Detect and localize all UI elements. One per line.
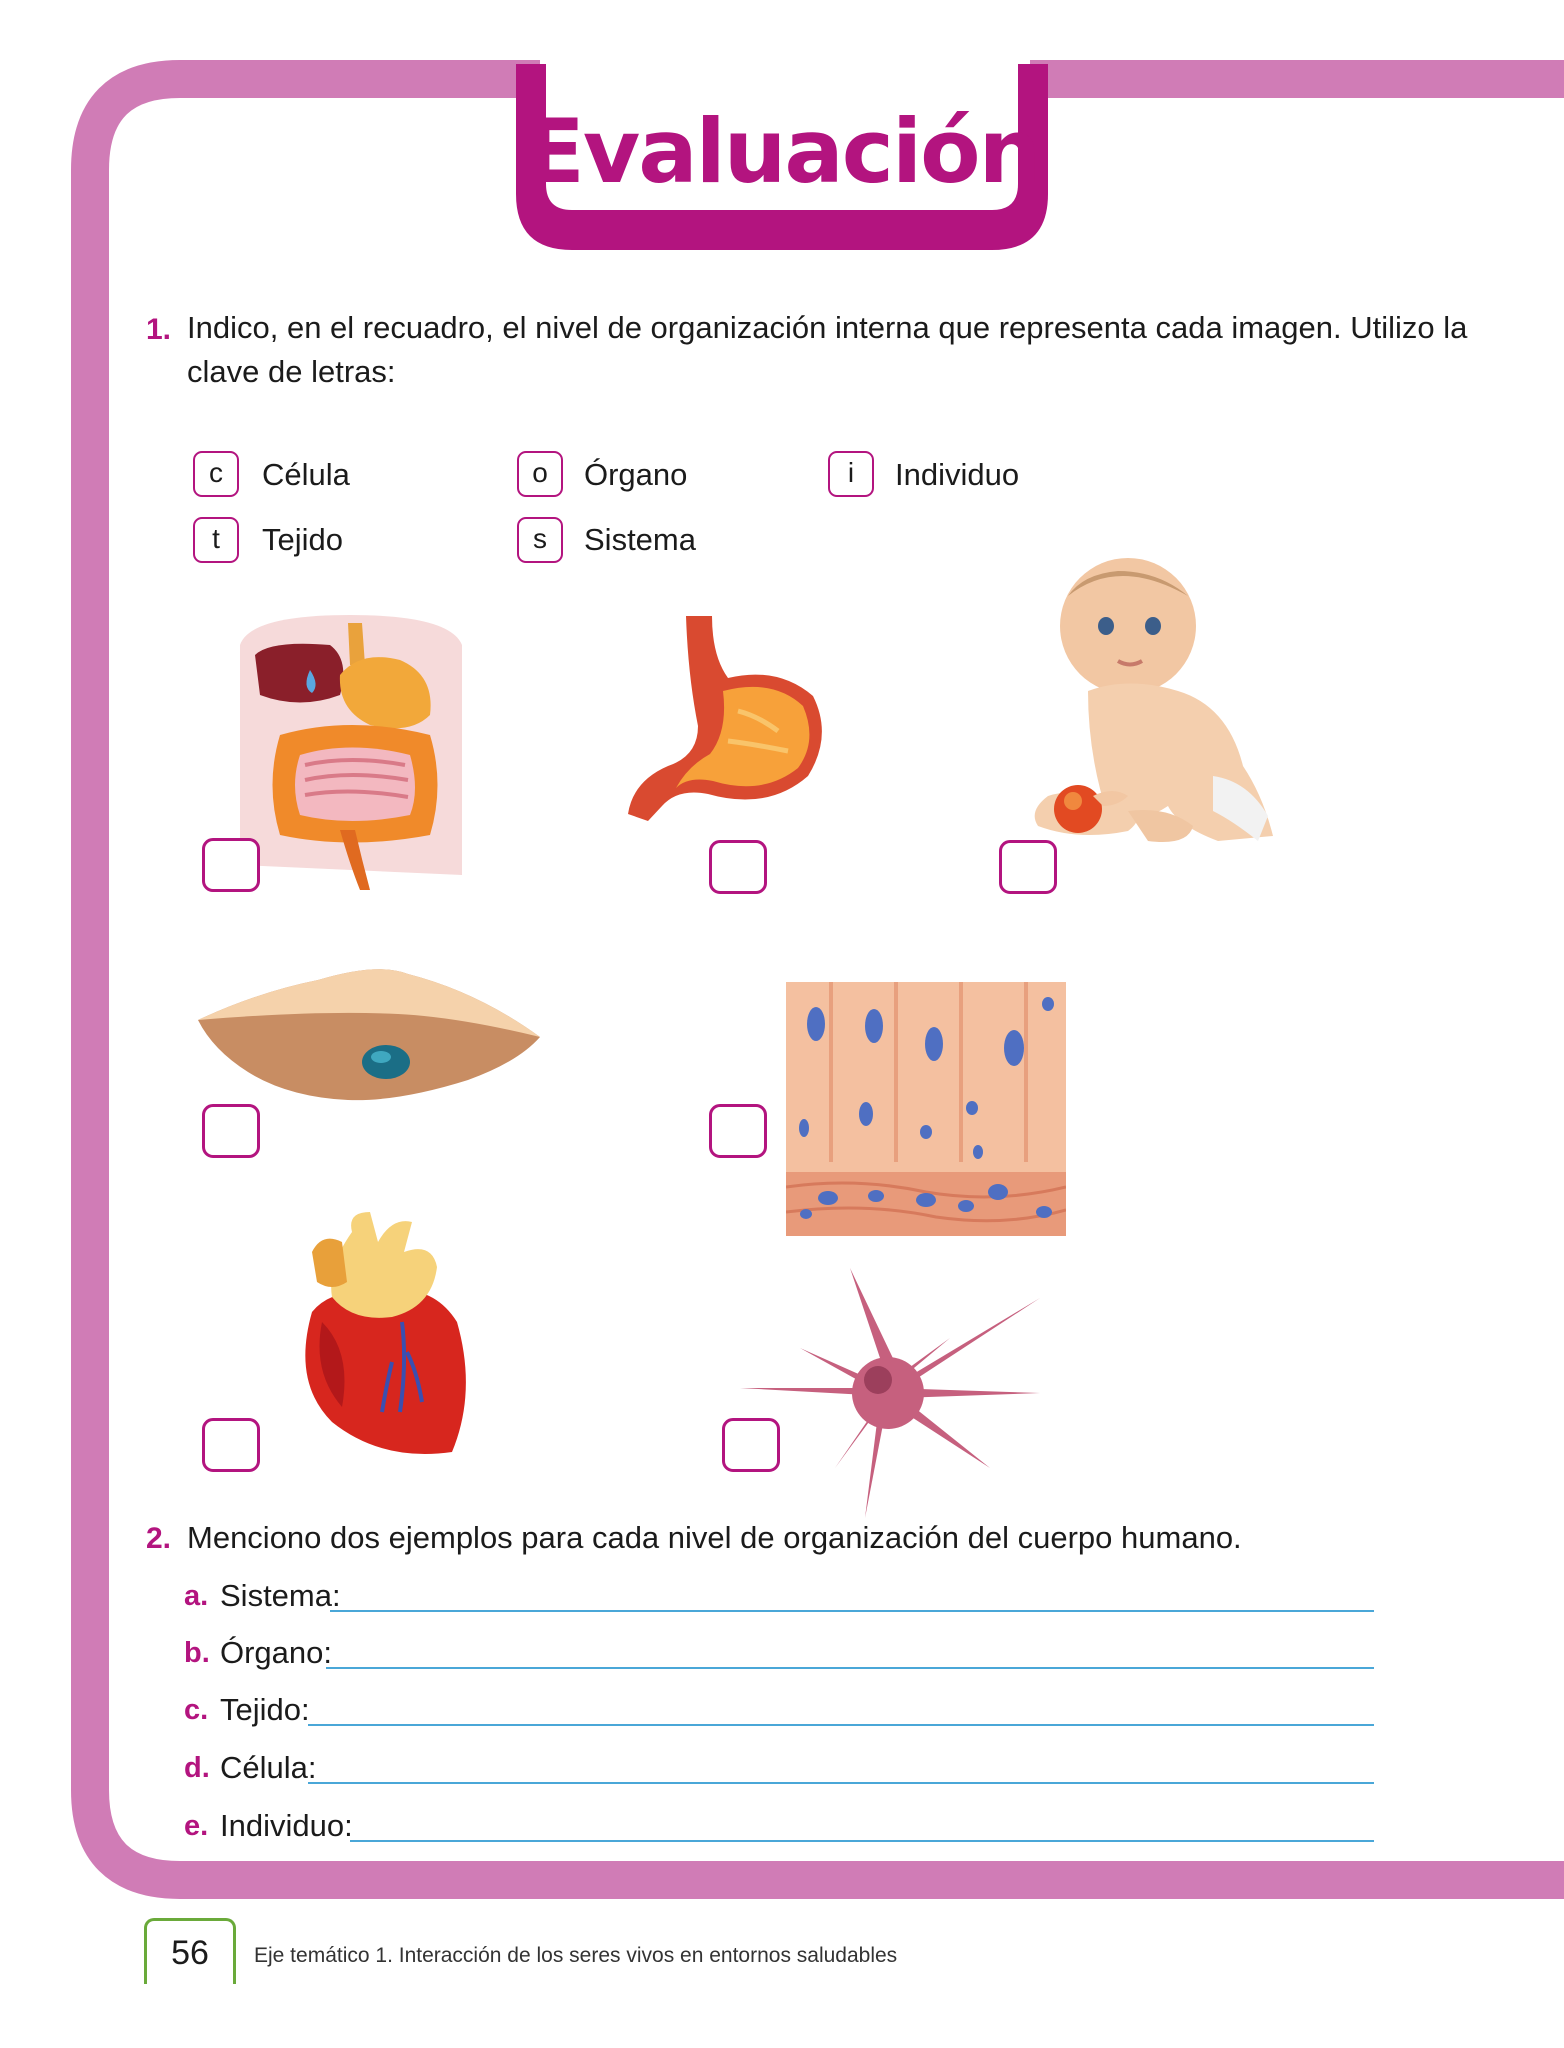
answer-box-tissue[interactable] [709, 1104, 767, 1158]
q2-item-c-line[interactable] [308, 1724, 1374, 1726]
key-letter-c: c [193, 451, 239, 497]
key-label-individuo: Individuo [895, 457, 1020, 492]
q2-item-c-letter: c. [184, 1694, 209, 1726]
key-letter-s: s [517, 517, 563, 563]
q2-item-d-label: Célula: [220, 1750, 317, 1785]
q2-text: Menciono dos ejemplos para cada nivel de organización del cuerpo humano. [187, 1520, 1242, 1555]
q2-item-e-label: Individuo: [220, 1808, 353, 1843]
q2-item-a-letter: a. [184, 1580, 209, 1612]
answer-box-digestive[interactable] [202, 838, 260, 892]
key-label-tejido: Tejido [262, 522, 343, 557]
key-label-celula: Célula [262, 457, 350, 492]
q2-item-d-line[interactable] [308, 1782, 1374, 1784]
heart-image [292, 1212, 472, 1460]
key-label-organo: Órgano [584, 457, 688, 492]
key-label-sistema: Sistema [584, 522, 696, 557]
key-letter-t: t [193, 517, 239, 563]
q2-item-b-letter: b. [184, 1637, 210, 1669]
page-number: 56 [171, 1934, 209, 1972]
q1-text-line1: Indico, en el recuadro, el nivel de organización interna que representa cada imagen. Utilizo la [187, 310, 1468, 345]
q2-item-c-label: Tejido: [220, 1692, 310, 1727]
q2-item-a-line[interactable] [330, 1610, 1374, 1612]
q2-item-b-label: Órgano: [220, 1635, 333, 1670]
answer-box-heart[interactable] [202, 1418, 260, 1472]
q1-text-line2: clave de letras: [187, 354, 396, 389]
q2-item-a-label: Sistema: [220, 1578, 341, 1613]
q2-item-d-letter: d. [184, 1752, 210, 1784]
answer-box-neuron[interactable] [722, 1418, 780, 1472]
baby-image [1018, 556, 1276, 846]
q2-item-e-line[interactable] [350, 1840, 1374, 1842]
page-title: Evaluación [524, 100, 1040, 203]
neuron-image [740, 1268, 1040, 1518]
key-letter-i: i [828, 451, 874, 497]
cell-image [198, 962, 540, 1104]
q2-number: 2. [146, 1522, 172, 1555]
q1-number: 1. [146, 313, 172, 346]
answer-box-stomach[interactable] [709, 840, 767, 894]
stomach-image [628, 616, 833, 821]
tissue-image [786, 982, 1066, 1236]
answer-box-cell[interactable] [202, 1104, 260, 1158]
digestive-system-image [230, 615, 470, 895]
q2-item-b-line[interactable] [326, 1667, 1374, 1669]
q2-item-e-letter: e. [184, 1810, 209, 1842]
footer-text: Eje temático 1. Interacción de los seres vivos en entornos saludables [254, 1944, 898, 1967]
key-letter-o: o [517, 451, 563, 497]
answer-box-baby[interactable] [999, 840, 1057, 894]
